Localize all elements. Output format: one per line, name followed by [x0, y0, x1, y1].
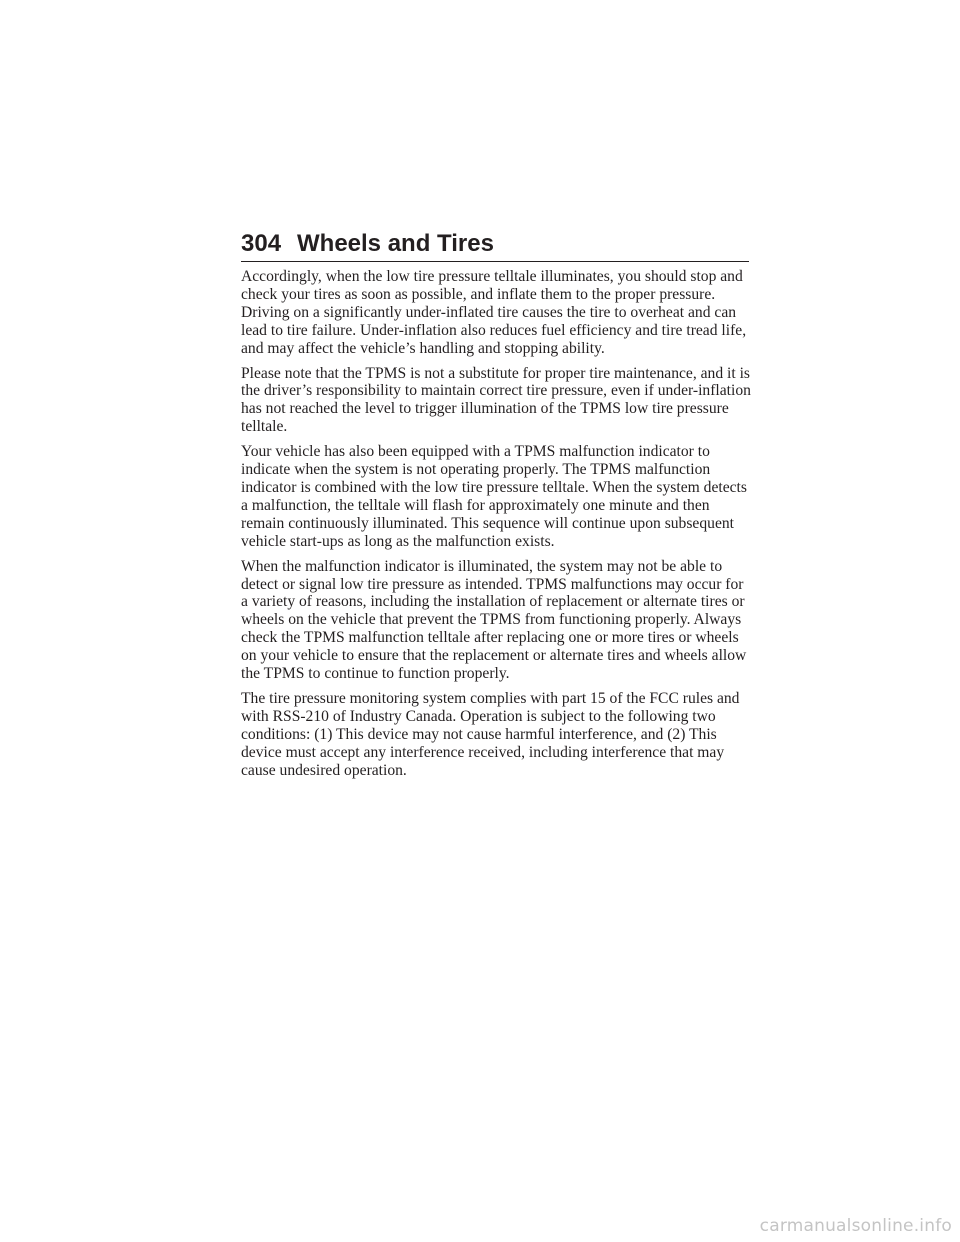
paragraph-malfunction-indicator: Your vehicle has also been equipped with a TPMS malfunction indicator to indicate when the system is not operating properly. The TPMS malfunction indicator is combined with the low tire pressure telltale. When the system detects a malfunction, the telltale will flash for approximately one minute and then remain continuously illuminated. This sequence will continue upon subsequent vehicle start-ups as long as the malfunction exists. [241, 443, 747, 550]
watermark: carmanualsonline.info [759, 1216, 952, 1236]
page-title: Wheels and Tires [297, 230, 494, 257]
paragraph-tpms-note: Please note that the TPMS is not a substitute for proper tire maintenance, and it is the driver’s responsibility to maintain correct tire pressure, even if under-inflation has not reached the level to trigger illumination of the TPMS low tire pressure telltale. [241, 364, 751, 436]
page-number: 304 [241, 230, 282, 257]
paragraph-low-pressure-warning: Accordingly, when the low tire pressure telltale illuminates, you should stop and check your tires as soon as possible, and inflate them to the proper pressure. Driving on a significantly under-inflated tire causes the tire to overheat and can lead to tire failure. Under-inflation also reduces fuel efficiency and tire tread life, and may affect the vehicle’s handling and stopping ability. [241, 268, 747, 357]
body-text [241, 268, 753, 786]
paragraph-fcc-compliance: The tire pressure monitoring system complies with part 15 of the FCC rules and with RSS-210 of Industry Canada. Operation is subject to the following two conditions: (1) This device may not cause harmful interference, and (2) This device must accept any interference received, including interference that may cause undesired operation. [241, 689, 740, 779]
paragraph-malfunction-illuminated: When the malfunction indicator is illuminated, the system may not be able to detect or signal low tire pressure as intended. TPMS malfunctions may occur for a variety of reasons, including the installation of replacement or alternate tires or wheels on the vehicle that prevent the TPMS from functioning properly. Always check the TPMS malfunction telltale after replacing one or more tires or wheels on your vehicle to ensure that the replacement or alternate tires and wheels allow the TPMS to continue to function properly. [241, 557, 747, 683]
page-header [241, 229, 749, 262]
